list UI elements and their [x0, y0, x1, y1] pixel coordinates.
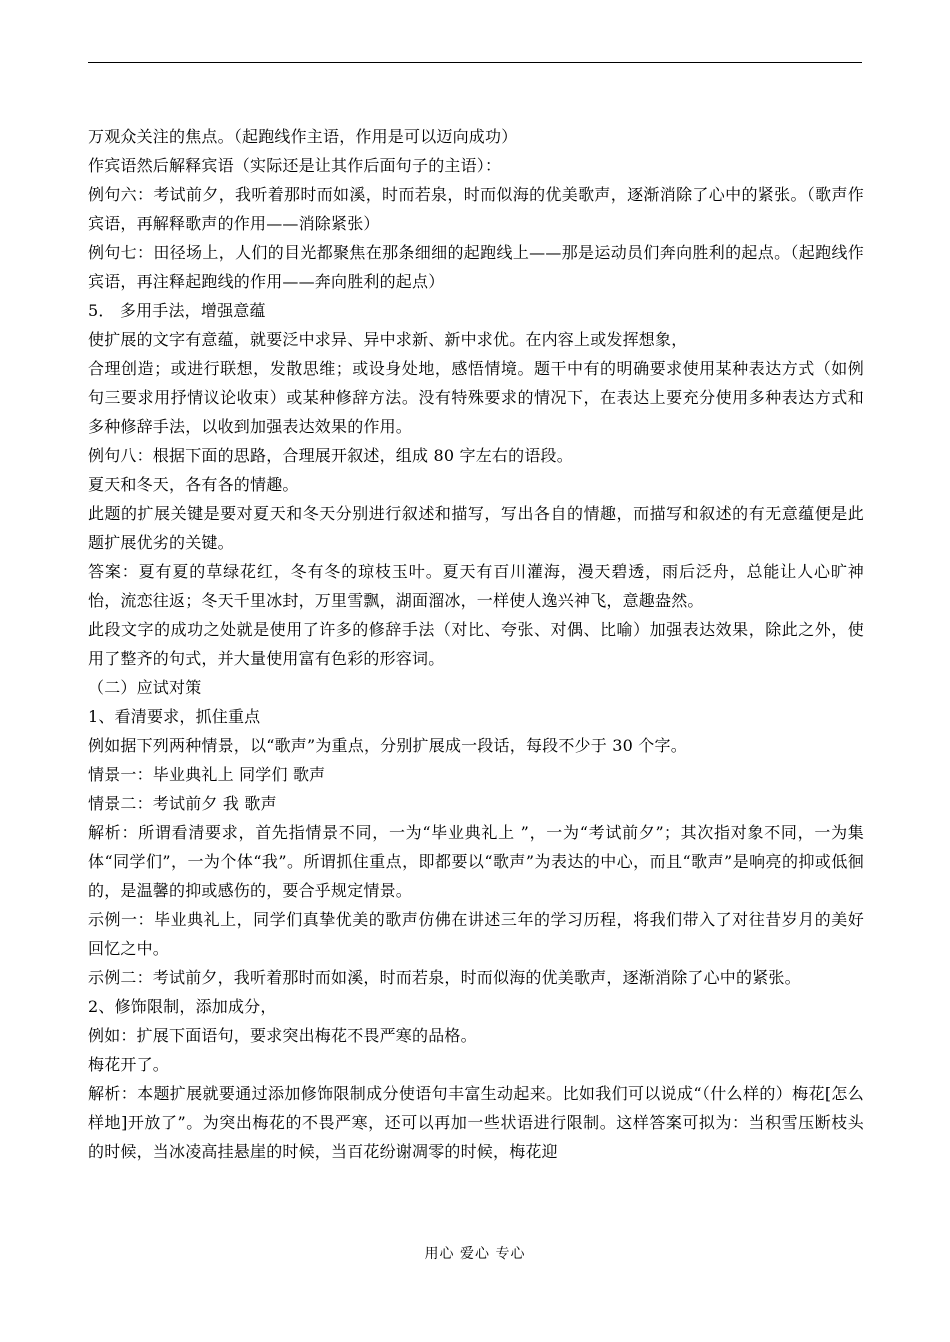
paragraph: 使扩展的文字有意蕴，就要泛中求异、异中求新、新中求优。在内容上或发挥想象，: [88, 330, 688, 349]
paragraph: 此段文字的成功之处就是使用了许多的修辞手法（对比、夸张、对偶、比喻）加强表达效果，除此之外，使用了整齐的句式，并大量使用富有色彩的形容词。: [88, 620, 864, 668]
paragraph: 例句八：根据下面的思路，合理展开叙述，组成 80 字左右的语段。: [88, 446, 573, 465]
paragraph: 合理创造；或进行联想，发散思维；或设身处地，感悟情境。题干中有的明确要求使用某种表达方式（如例句三要求用抒情议论收束）或某种修辞方法。没有特殊要求的情况下，在表达上要充分使用多种表达方式和多种修辞手法，以收到加强表达效果的作用。: [88, 359, 864, 436]
section-heading: 2、修饰限制，添加成分，: [88, 997, 277, 1016]
section-heading: 5． 多用手法，增强意蕴: [88, 301, 266, 320]
section-heading: 1、看清要求，抓住重点: [88, 707, 261, 726]
paragraph: 此题的扩展关键是要对夏天和冬天分别进行叙述和描写，写出各自的情趣，而描写和叙述的有无意蕴便是此题扩展优劣的关键。: [88, 504, 864, 552]
section-heading: （二）应试对策: [88, 678, 202, 697]
paragraph: 夏天和冬天，各有各的情趣。: [88, 475, 299, 494]
paragraph: 例句六：考试前夕，我听着那时而如溪，时而若泉，时而似海的优美歌声，逐渐消除了心中的紧张。（歌声作宾语，再解释歌声的作用——消除紧张）: [88, 185, 864, 233]
paragraph: 解析：本题扩展就要通过添加修饰限制成分使语句丰富生动起来。比如我们可以说成“（什么样的）梅花[怎么样地]开放了”。为突出梅花的不畏严寒，还可以再加一些状语进行限制。这样答案可拟为：当积雪压断枝头的时候，当冰凌高挂悬崖的时候，当百花纷谢凋零的时候，梅花迎: [88, 1084, 864, 1161]
paragraph: 例句七：田径场上，人们的目光都聚焦在那条细细的起跑线上——那是运动员们奔向胜利的起点。（起跑线作宾语，再注释起跑线的作用——奔向胜利的起点）: [88, 243, 864, 291]
paragraph: 例如据下列两种情景，以“歌声”为重点，分别扩展成一段话，每段不少于 30 个字。: [88, 736, 687, 755]
document-body: [88, 122, 864, 1166]
page-footer: 用心 爱心 专心: [424, 1246, 526, 1262]
paragraph: 作宾语然后解释宾语（实际还是让其作后面句子的主语）：: [88, 156, 502, 175]
paragraph: 情景一：毕业典礼上 同学们 歌声: [88, 765, 326, 784]
paragraph: 梅花开了。: [88, 1055, 170, 1074]
paragraph: 答案：夏有夏的草绿花红，冬有冬的琼枝玉叶。夏天有百川灌海，漫天碧透，雨后泛舟，总能让人心旷神怡，流恋往返；冬天千里冰封，万里雪飘，湖面溜冰，一样使人逸兴神飞，意趣盎然。: [88, 562, 864, 610]
paragraph: 例如：扩展下面语句，要求突出梅花不畏严寒的品格。: [88, 1026, 477, 1045]
header-rule: [88, 62, 862, 63]
paragraph: 解析：所谓看清要求，首先指情景不同，一为“毕业典礼上 ”，一为“考试前夕”；其次指对象不同，一为集体“同学们”，一为个体“我”。所谓抓住重点，即都要以“歌声”为表达的中心，而且“歌声”是响亮的抑或低徊的，是温馨的抑或感伤的，要合乎规定情景。: [88, 823, 864, 900]
paragraph: 示例二：考试前夕，我听着那时而如溪，时而若泉，时而似海的优美歌声，逐渐消除了心中的紧张。: [88, 968, 801, 987]
paragraph: 示例一：毕业典礼上，同学们真挚优美的歌声仿佛在讲述三年的学习历程，将我们带入了对往昔岁月的美好回忆之中。: [88, 910, 864, 958]
paragraph: 万观众关注的焦点。（起跑线作主语，作用是可以迈向成功）: [88, 127, 518, 146]
paragraph: 情景二：考试前夕 我 歌声: [88, 794, 277, 813]
